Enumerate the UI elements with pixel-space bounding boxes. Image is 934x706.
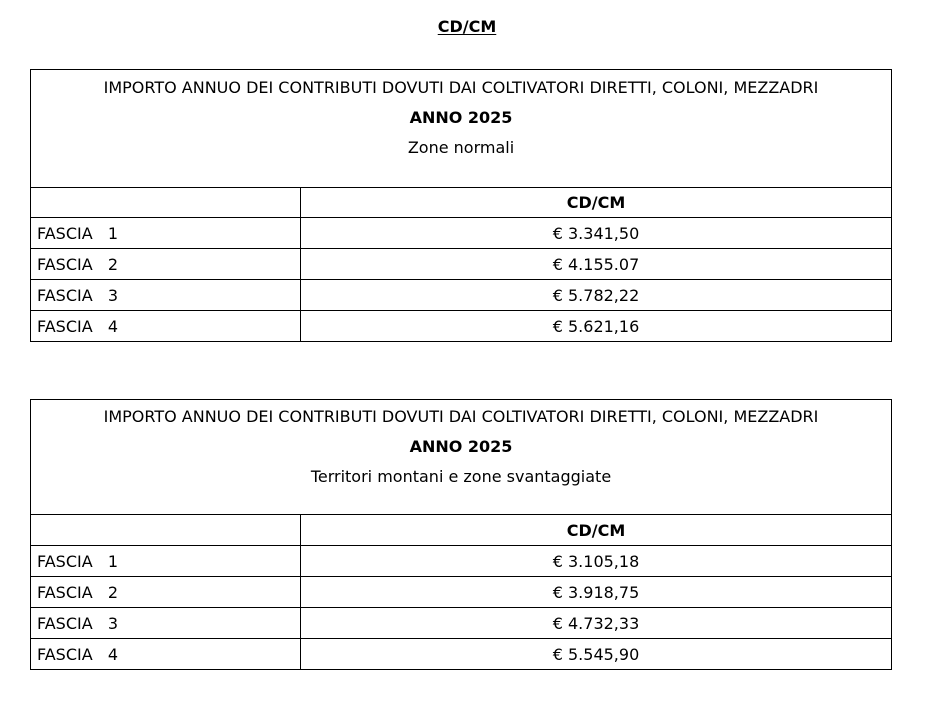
row-label: FASCIA 4: [31, 639, 301, 670]
table-zone: Territori montani e zone svantaggiate: [310, 467, 612, 486]
row-value: € 4.155.07: [301, 249, 892, 280]
table-row: [31, 249, 892, 280]
table-heading: IMPORTO ANNUO DEI CONTRIBUTI DOVUTI DAI COLTIVATORI DIRETTI, COLONI, MEZZADRI: [103, 78, 819, 97]
table-year: ANNO 2025: [409, 437, 513, 456]
empty-header-cell: [31, 515, 301, 546]
table-header-cell: [31, 400, 892, 515]
row-value: € 5.621,16: [301, 311, 892, 342]
column-header: CD/CM: [301, 188, 892, 218]
empty-header-cell: [31, 188, 301, 218]
table-row: [31, 280, 892, 311]
row-value: € 4.732,33: [301, 608, 892, 639]
row-label: FASCIA 1: [31, 546, 301, 577]
contributions-table-mountain-zones: [30, 399, 892, 670]
row-label: FASCIA 4: [31, 311, 301, 342]
table-row: [31, 639, 892, 670]
table-zone: Zone normali: [407, 138, 515, 157]
column-header: CD/CM: [301, 515, 892, 546]
table-row: [31, 546, 892, 577]
table-year: ANNO 2025: [409, 108, 513, 127]
row-label: FASCIA 1: [31, 218, 301, 249]
row-value: € 3.918,75: [301, 577, 892, 608]
row-value: € 3.341,50: [301, 218, 892, 249]
table-heading: IMPORTO ANNUO DEI CONTRIBUTI DOVUTI DAI COLTIVATORI DIRETTI, COLONI, MEZZADRI: [103, 407, 819, 426]
table-row: [31, 311, 892, 342]
contributions-table-normal-zones: [30, 69, 892, 342]
row-label: FASCIA 2: [31, 577, 301, 608]
row-label: FASCIA 3: [31, 280, 301, 311]
row-label: FASCIA 2: [31, 249, 301, 280]
document-title: CD/CM: [437, 17, 497, 36]
table-header-cell: [31, 70, 892, 188]
table-row: [31, 218, 892, 249]
row-value: € 5.545,90: [301, 639, 892, 670]
row-label: FASCIA 3: [31, 608, 301, 639]
table-row: [31, 577, 892, 608]
row-value: € 5.782,22: [301, 280, 892, 311]
row-value: € 3.105,18: [301, 546, 892, 577]
table-row: [31, 608, 892, 639]
